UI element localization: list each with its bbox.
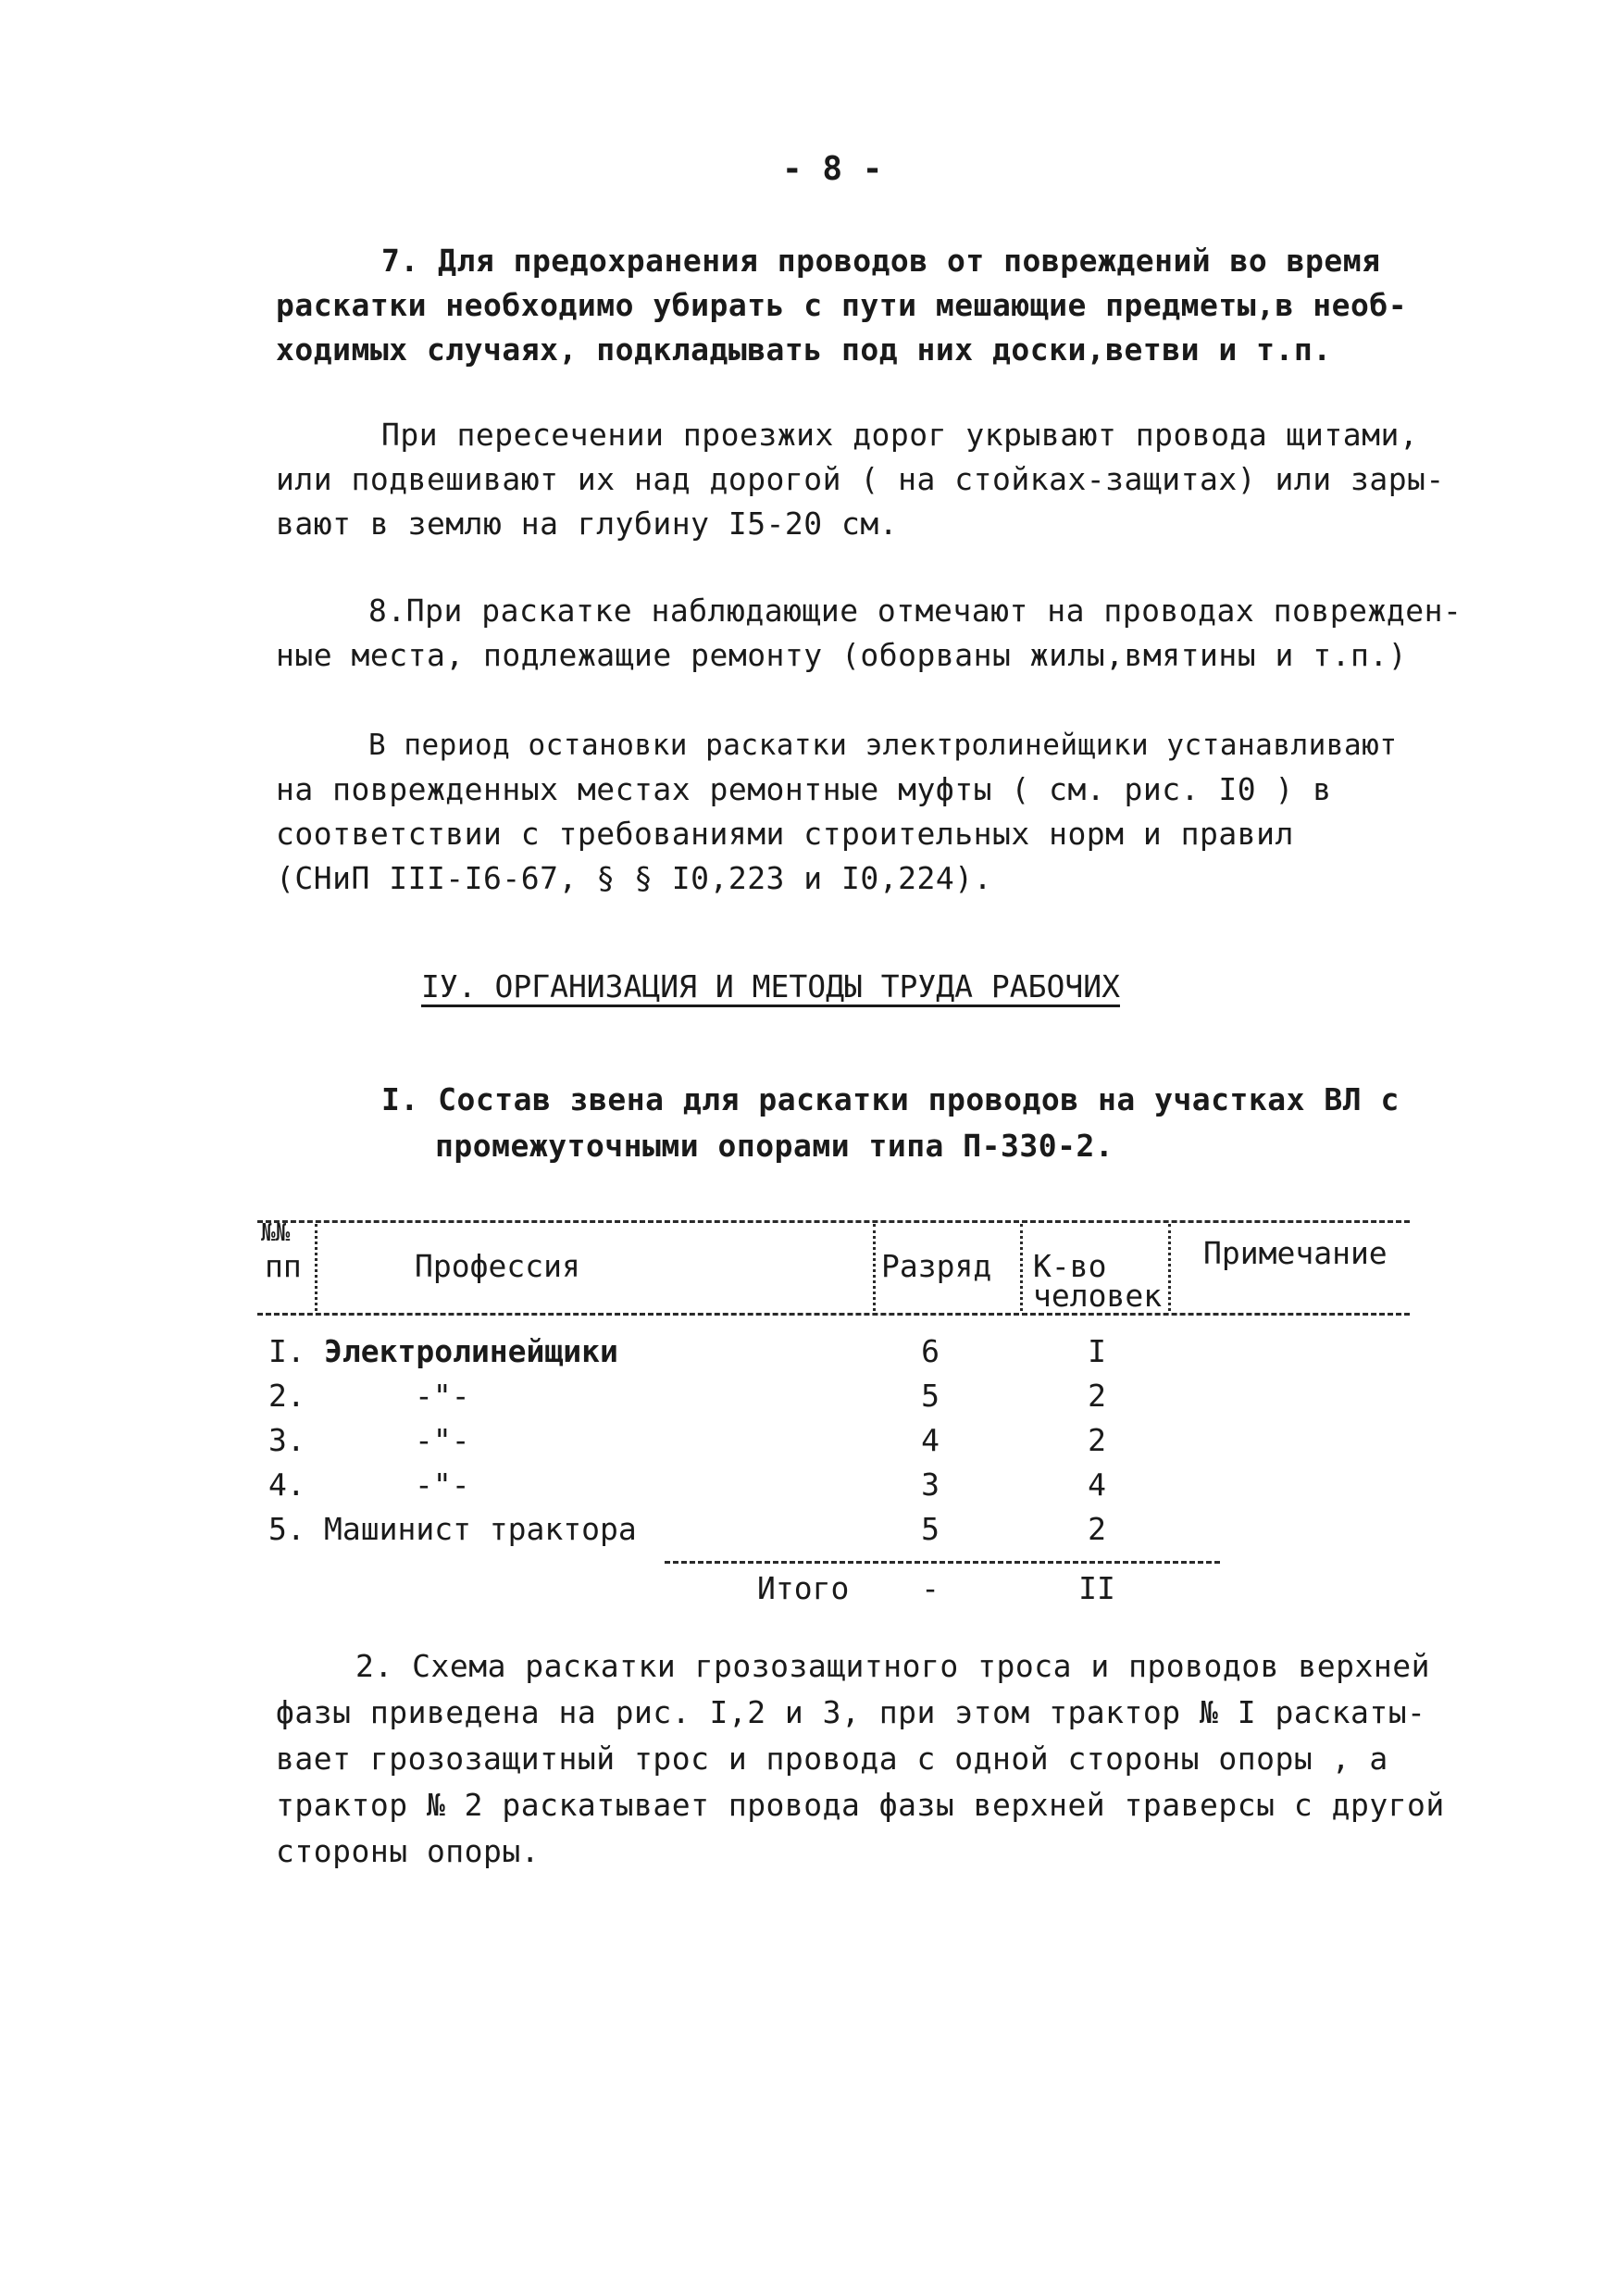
- header-note: Примечание: [1203, 1235, 1388, 1271]
- header-grade: Разряд: [881, 1248, 992, 1284]
- row-count: 2: [1088, 1378, 1106, 1414]
- item-line: трактор № 2 раскатывает провода фазы верхней траверсы с другой: [276, 1787, 1445, 1823]
- total-rule: [665, 1561, 1220, 1564]
- paragraph-line: на поврежденных местах ремонтные муфты ( см. рис. I0 ) в: [276, 771, 1332, 807]
- row-profession: -"-: [415, 1422, 470, 1458]
- item-line: промежуточными опорами типа П-330-2.: [435, 1128, 1114, 1164]
- row-num: I.: [268, 1333, 305, 1369]
- paragraph-line: соответствии с требованиями строительных норм и правил: [276, 816, 1294, 852]
- header-count2: человек: [1033, 1278, 1163, 1314]
- paragraph-line: 7. Для предохранения проводов от повреждений во время: [381, 243, 1381, 279]
- header-profession: Профессия: [415, 1248, 580, 1284]
- section-title: IУ. ОРГАНИЗАЦИЯ И МЕТОДЫ ТРУДА РАБОЧИХ: [421, 968, 1120, 1004]
- row-num: 5.: [268, 1511, 305, 1547]
- total-count: II: [1078, 1570, 1115, 1606]
- column-separator: [873, 1224, 876, 1311]
- row-count: 2: [1088, 1422, 1106, 1458]
- total-grade: -: [921, 1570, 940, 1606]
- item-line: стороны опоры.: [276, 1833, 541, 1869]
- paragraph-line: 8.При раскатке наблюдающие отмечают на проводах поврежден-: [368, 593, 1462, 629]
- row-profession: -"-: [415, 1378, 470, 1414]
- column-separator: [1168, 1224, 1171, 1311]
- row-num: 4.: [268, 1466, 305, 1503]
- row-profession: Электролинейщики: [324, 1333, 618, 1369]
- paragraph-line: (СНиП III-I6-67, § § I0,223 и I0,224).: [276, 860, 992, 896]
- column-separator: [1020, 1224, 1023, 1311]
- paragraph-line: ные места, подлежащие ремонту (оборваны жилы,вмятины и т.п.): [276, 637, 1408, 673]
- paragraph-line: раскатки необходимо убирать с пути мешающие предметы,в необ-: [276, 287, 1408, 323]
- header-num: №№: [261, 1219, 291, 1247]
- paragraph-line: вают в землю на глубину I5-20 см.: [276, 505, 899, 542]
- row-count: I: [1088, 1333, 1106, 1369]
- table-top-rule: [257, 1220, 1410, 1223]
- paragraph-line: В период остановки раскатки электролинейщики устанавливают: [368, 729, 1398, 762]
- paragraph-line: При пересечении проезжих дорог укрывают провода щитами,: [381, 417, 1419, 453]
- item-line: фазы приведена на рис. I,2 и 3, при этом трактор № I раскаты-: [276, 1694, 1426, 1730]
- row-count: 4: [1088, 1466, 1106, 1503]
- row-num: 2.: [268, 1378, 305, 1414]
- item-line: I. Состав звена для раскатки проводов на участках ВЛ с: [381, 1081, 1400, 1117]
- page-number: - 8 -: [782, 150, 883, 188]
- column-separator: [315, 1224, 317, 1311]
- row-profession: -"-: [415, 1466, 470, 1503]
- row-grade: 3: [921, 1466, 940, 1503]
- total-label: Итого: [757, 1570, 850, 1606]
- paragraph-line: или подвешивают их над дорогой ( на стойках-защитах) или зары-: [276, 461, 1445, 497]
- row-grade: 5: [921, 1511, 940, 1547]
- header-num2: пп: [265, 1248, 302, 1284]
- paragraph-line: ходимых случаях, подкладывать под них доски,ветви и т.п.: [276, 331, 1332, 368]
- row-num: 3.: [268, 1422, 305, 1458]
- item-line: 2. Схема раскатки грозозащитного троса и проводов верхней: [355, 1648, 1430, 1684]
- row-count: 2: [1088, 1511, 1106, 1547]
- row-profession: Машинист трактора: [324, 1511, 637, 1547]
- table-header-rule: [257, 1313, 1410, 1316]
- row-grade: 4: [921, 1422, 940, 1458]
- row-grade: 6: [921, 1333, 940, 1369]
- item-line: вает грозозащитный трос и провода с одной стороны опоры , а: [276, 1741, 1388, 1777]
- row-grade: 5: [921, 1378, 940, 1414]
- header-count: К-во: [1033, 1248, 1107, 1284]
